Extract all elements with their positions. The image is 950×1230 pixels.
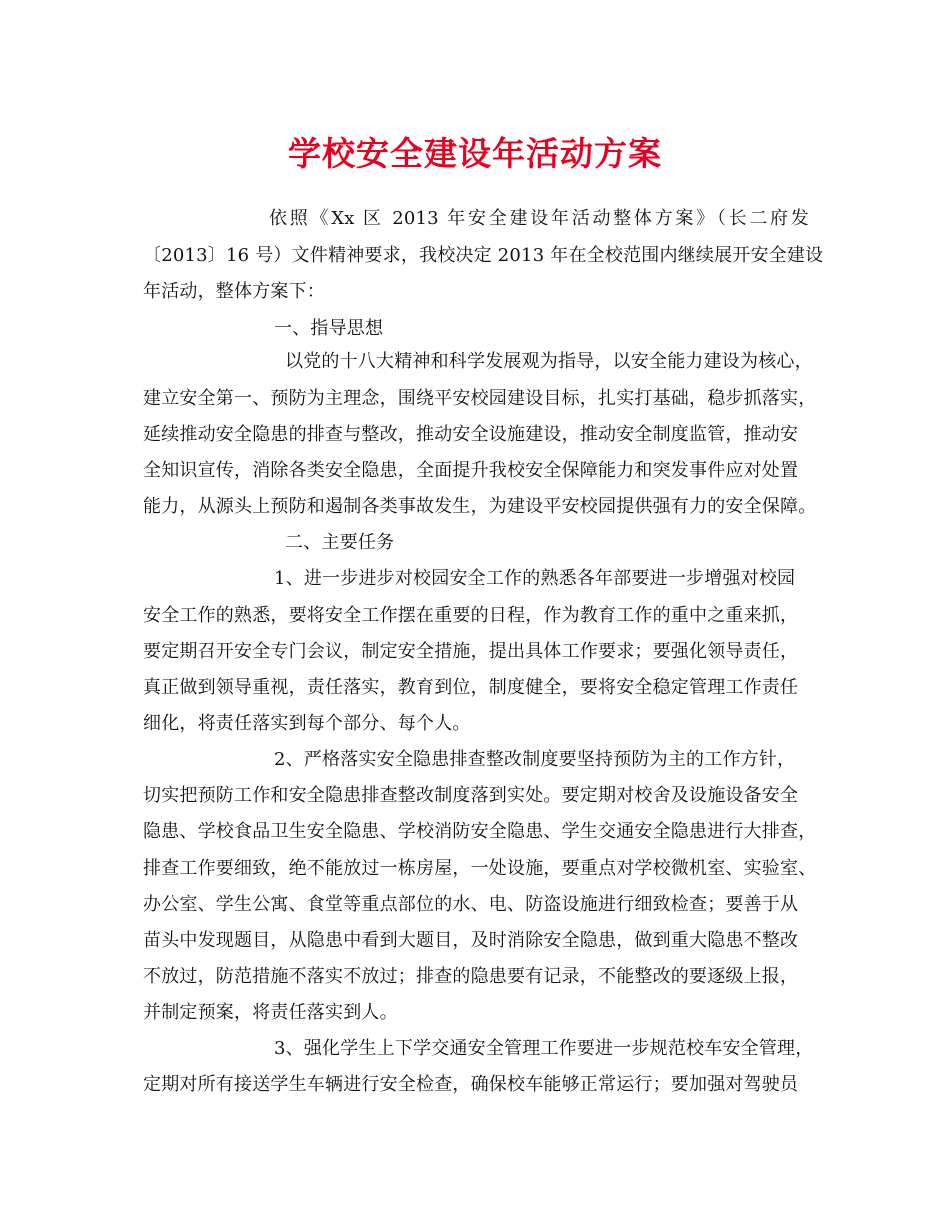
text-line: 3、强化学生上下学交通安全管理工作要进一步规范校车安全管理， bbox=[274, 1038, 814, 1059]
text-line: 以党的十八大精神和科学发展观为指导，以安全能力建设为核心， bbox=[285, 351, 813, 372]
text-line: 定期对所有接送学生车辆进行安全检查，确保校车能够正常运行；要加强对驾驶员 bbox=[143, 1074, 799, 1095]
section-heading: 一、指导思想 bbox=[274, 318, 384, 339]
text-line: 能力，从源头上预防和遏制各类事故发生，为建设平安校园提供强有力的安全保障。 bbox=[143, 496, 817, 517]
text-line: 切实把预防工作和安全隐患排查整改制度落到实处。要定期对校舍及设施设备安全 bbox=[143, 785, 799, 806]
text-line: 排查工作要细致，绝不能放过一栋房屋，一处设施，要重点对学校微机室、实验室、 bbox=[143, 858, 817, 879]
text-line: 隐患、学校食品卫生安全隐患、学校消防安全隐患、学生交通安全隐患进行大排查， bbox=[143, 821, 817, 842]
text-line: 办公室、学生公寓、食堂等重点部位的水、电、防盗设施进行细致检查；要善于从 bbox=[143, 894, 799, 915]
text-line: 延续推动安全隐患的排查与整改，推动安全设施建设，推动安全制度监管，推动安 bbox=[143, 424, 799, 445]
section-heading: 二、主要任务 bbox=[285, 532, 395, 553]
text-line: 依照《Xx 区 2013 年安全建设年活动整体方案》（长二府发 bbox=[269, 208, 809, 229]
text-line: 2、严格落实安全隐患排查整改制度要坚持预防为主的工作方针， bbox=[274, 749, 796, 770]
text-line: 1、进一步进步对校园安全工作的熟悉各年部要进一步增强对校园 bbox=[274, 568, 796, 589]
text-line: 真正做到领导重视，责任落实，教育到位，制度健全，要将安全稳定管理工作责任 bbox=[143, 677, 799, 698]
text-line: 安全工作的熟悉，要将安全工作摆在重要的日程，作为教育工作的重中之重来抓， bbox=[143, 605, 799, 626]
document-title: 学校安全建设年活动方案 bbox=[288, 134, 662, 173]
text-line: 苗头中发现题目，从隐患中看到大题目，及时消除安全隐患，做到重大隐患不整改 bbox=[143, 930, 799, 951]
text-line: 建立安全第一、预防为主理念，围绕平安校园建设目标，扎实打基础，稳步抓落实， bbox=[143, 388, 817, 409]
text-line: 全知识宣传，消除各类安全隐患，全面提升我校安全保障能力和突发事件应对处置 bbox=[143, 460, 799, 481]
text-line: 并制定预案，将责任落实到人。 bbox=[143, 1002, 398, 1023]
text-line: 〔2013〕16 号）文件精神要求，我校决定 2013 年在全校范围内继续展开安全建设 bbox=[143, 245, 824, 266]
text-line: 不放过，防范措施不落实不放过；排查的隐患要有记录，不能整改的要逐级上报， bbox=[143, 966, 799, 987]
text-line: 细化，将责任落实到每个部分、每个人。 bbox=[143, 713, 471, 734]
text-line: 年活动，整体方案下： bbox=[143, 281, 325, 302]
text-line: 要定期召开安全专门会议，制定安全措施，提出具体工作要求；要强化领导责任， bbox=[143, 641, 799, 662]
